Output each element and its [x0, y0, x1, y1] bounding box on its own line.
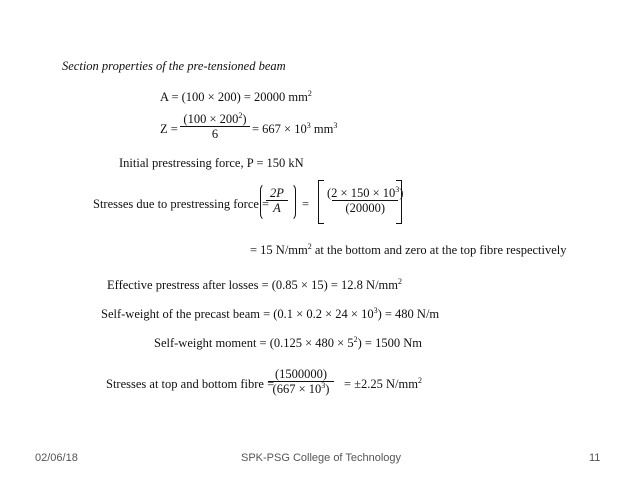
effective-prestress: Effective prestress after losses = (0.85 × 15) = 12.8 $N/mm^2$ [107, 276, 402, 292]
footer-page-number: 11 [589, 452, 601, 464]
z-fraction-denominator: 6 [180, 126, 250, 141]
stress-f2-denominator: (20000) [332, 200, 398, 215]
stress-f1-numerator: 2P [270, 186, 284, 200]
stress-lhs: Stresses due to prestressing force = [93, 197, 270, 211]
stress-fraction-2p-over-a [266, 186, 288, 215]
self-weight-moment: Self-weight moment = $(0.125 \times 480 \times 5^2) = 1500$ Nm [154, 334, 422, 350]
right-bracket [396, 180, 402, 224]
z-lhs: Z = [160, 122, 178, 136]
final-stress-numerator: (1500000) [274, 367, 328, 381]
z-fraction-numerator: $(100 \times 200^2)$ [183, 110, 247, 126]
footer-date: 02/06/18 [35, 452, 78, 464]
stress-f1-denominator: A [266, 200, 288, 215]
z-result: = $667 \times 10^3$ $mm^3$ [252, 120, 338, 136]
self-weight: Self-weight of the precast beam = $(0.1 \times 0.2 \times 24 \times 10^3) = 480$ N/m [101, 305, 440, 321]
initial-prestressing-force: Initial prestressing force, P = 150 kN [119, 156, 304, 170]
final-stress-denominator: $(667 \times 10^3)$ [268, 381, 334, 396]
final-stress-result: = ±2.25 $N/mm^2$ [344, 375, 422, 391]
final-stress-fraction [268, 367, 334, 396]
z-fraction [180, 112, 250, 141]
right-paren [288, 183, 296, 221]
stress-f2-numerator: $(2 \times 150 \times 10^3)$ [327, 184, 404, 200]
left-bracket [318, 180, 324, 224]
area-equation: A = (100 × 200) = 20000 $mm^2$ [160, 88, 312, 104]
stress-equals: = [302, 197, 310, 211]
footer-institution: SPK-PSG College of Technology [241, 452, 401, 464]
stress-fraction-computed [325, 186, 405, 215]
final-stress-lhs: Stresses at top and bottom fibre = [106, 377, 275, 391]
stress-result: = 15 $N/mm^2$ at the bottom and zero at the top fibre respectively [250, 241, 567, 257]
section-heading: Section properties of the pre-tensioned beam [62, 59, 286, 73]
